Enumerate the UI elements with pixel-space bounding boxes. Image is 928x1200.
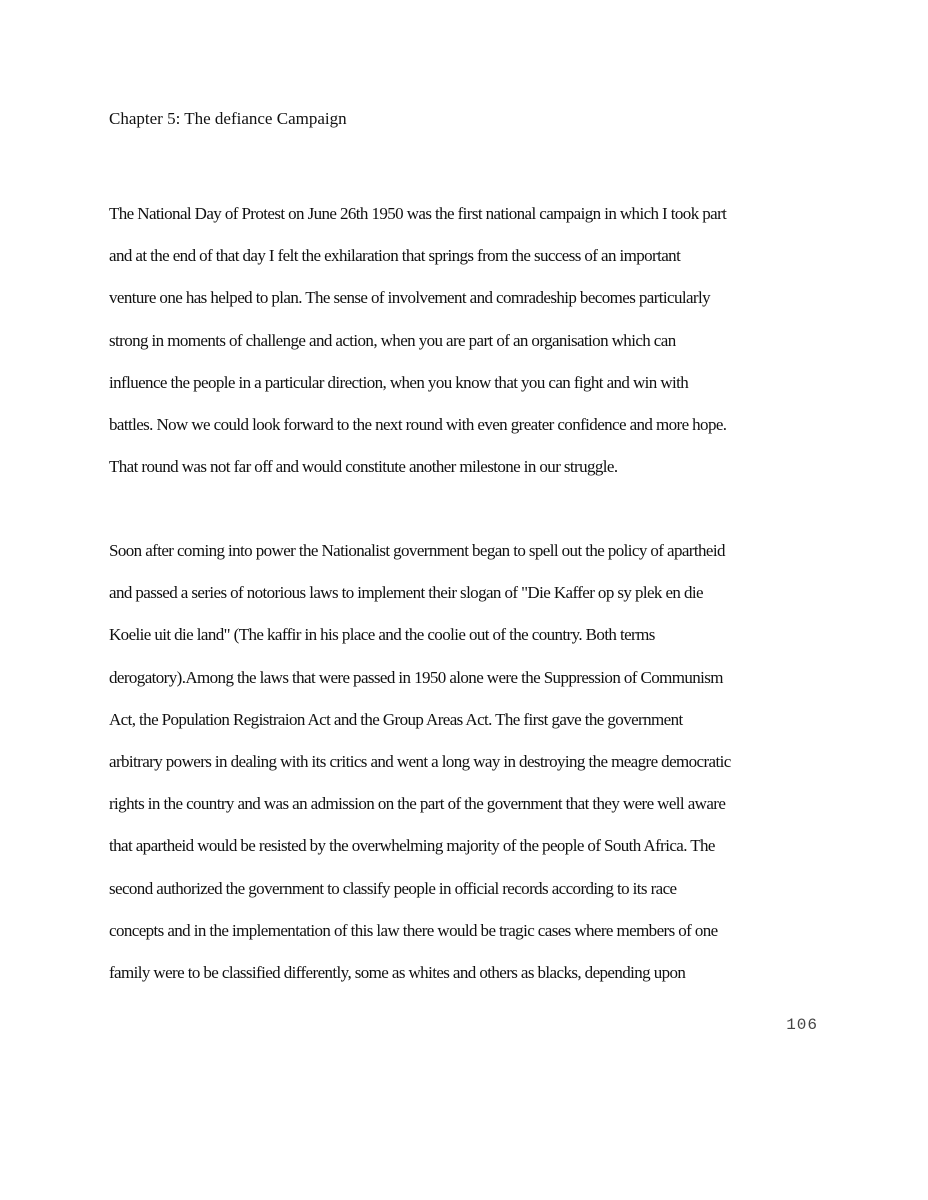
paragraph-line: arbitrary powers in dealing with its critics and went a long way in destroying the meagre democratic (109, 751, 731, 771)
chapter-title: Chapter 5: The defiance Campaign (109, 109, 347, 128)
paragraph-line: Soon after coming into power the Nationalist government began to spell out the policy of apartheid (109, 541, 725, 560)
paragraph-line: The National Day of Protest on June 26th 1950 was the first national campaign in which I took part (109, 204, 727, 223)
paragraph-line: rights in the country and was an admission on the part of the government that they were well aware (109, 794, 726, 814)
paragraph-1 (109, 193, 829, 488)
paragraph-line: influence the people in a particular direction, when you know that you can fight and win with (109, 372, 689, 392)
paragraph-line: that apartheid would be resisted by the overwhelming majority of the people of South Africa. The (109, 836, 715, 856)
paragraph-line: venture one has helped to plan. The sense of involvement and comradeship becomes particularly (109, 288, 711, 308)
paragraph-line: Koelie uit die land" (The kaffir in his place and the coolie out of the country. Both terms (109, 625, 655, 645)
paragraph-line: derogatory).Among the laws that were passed in 1950 alone were the Suppression of Communism (109, 667, 723, 687)
paragraph-line: battles. Now we could look forward to the next round with even greater confidence and more hope. (109, 414, 727, 434)
paragraph-line: family were to be classified differently, some as whites and others as blacks, depending upon (109, 962, 686, 982)
paragraph-line: That round was not far off and would constitute another milestone in our struggle. (109, 457, 618, 477)
paragraph-line: second authorized the government to classify people in official records according to its race (109, 878, 677, 898)
paragraph-line: and passed a series of notorious laws to implement their slogan of "Die Kaffer op sy plek en die (109, 583, 703, 603)
paragraph-line: concepts and in the implementation of this law there would be tragic cases where members of one (109, 920, 718, 940)
paragraph-2 (109, 530, 829, 994)
page-number: 106 (786, 1016, 818, 1034)
paragraph-line: strong in moments of challenge and action, when you are part of an organisation which can (109, 330, 676, 350)
paragraph-line: and at the end of that day I felt the exhilaration that springs from the success of an important (109, 246, 681, 266)
paragraph-line: Act, the Population Registraion Act and the Group Areas Act. The first gave the government (109, 709, 683, 729)
